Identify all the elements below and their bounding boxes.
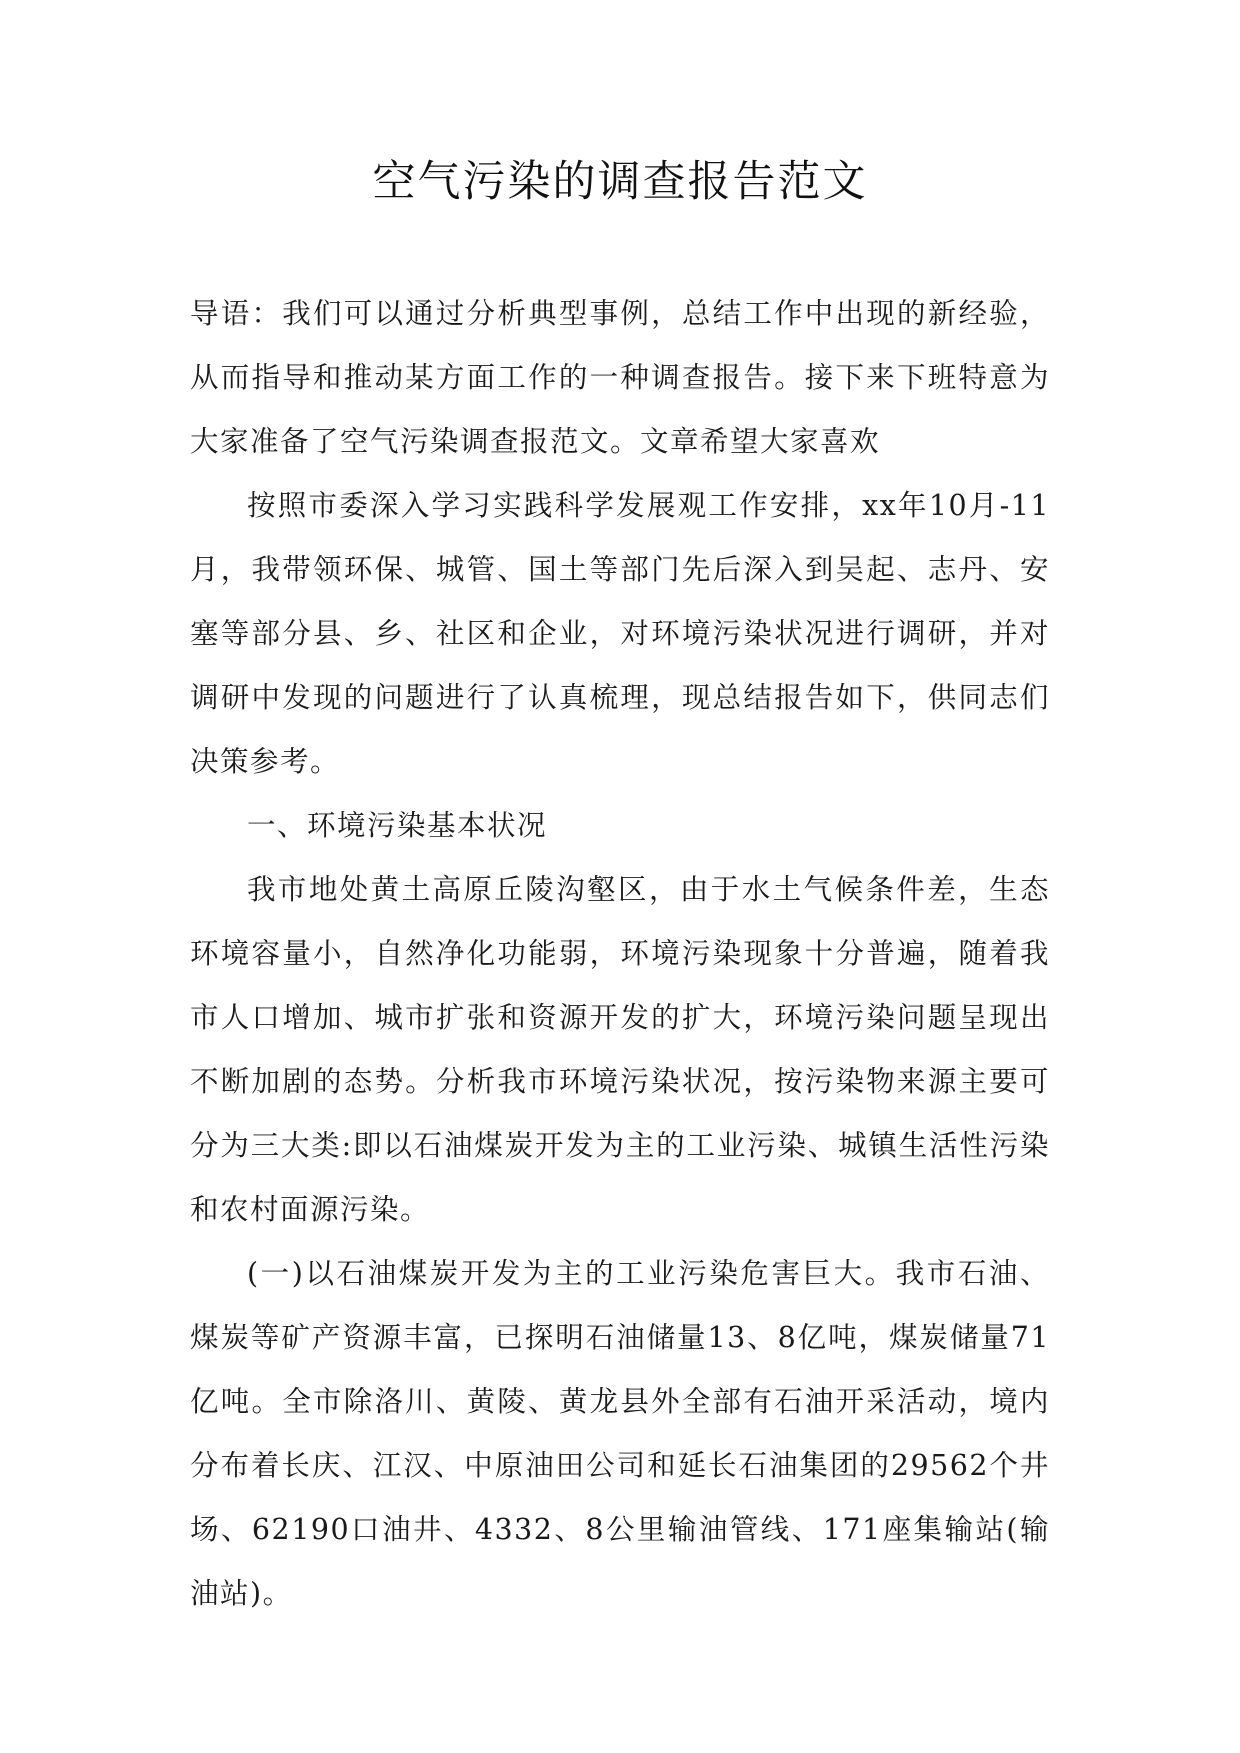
intro-paragraph: 导语：我们可以通过分析典型事例，总结工作中出现的新经验，从而指导和推动某方面工作的一种调查报告。接下来下班特意为大家准备了空气污染调查报范文。文章希望大家喜欢 [190,297,1050,458]
document-title: 空气污染的调查报告范文 [372,157,868,207]
section-heading: 一、环境污染基本状况 [247,809,548,842]
document-body [190,282,1050,1626]
opening-paragraph: 按照市委深入学习实践科学发展观工作安排，xx年10月-11月，我带领环保、城管、国土等部门先后深入到吴起、志丹、安塞等部分县、乡、社区和企业，对环境污染状况进行调研，并对调研中发现的问题进行了认真梳理，现总结报告如下，供同志们决策参考。 [190,489,1050,778]
body-paragraph: 我市地处黄土高原丘陵沟壑区，由于水土气候条件差，生态环境容量小，自然净化功能弱，环境污染现象十分普遍，随着我市人口增加、城市扩张和资源开发的扩大，环境污染问题呈现出不断加剧的态势。分析我市环境污染状况，按污染物来源主要可分为三大类:即以石油煤炭开发为主的工业污染、城镇生活性污染和农村面源污染。 [190,873,1050,1226]
body-paragraph: (一)以石油煤炭开发为主的工业污染危害巨大。我市石油、煤炭等矿产资源丰富，已探明石油储量13、8亿吨，煤炭储量71亿吨。全市除洛川、黄陵、黄龙县外全部有石油开采活动，境内分布着长庆、江汉、中原油田公司和延长石油集团的29562个井场、62190口油井、4332、8公里输油管线、171座集输站(输油站)。 [190,1257,1051,1610]
